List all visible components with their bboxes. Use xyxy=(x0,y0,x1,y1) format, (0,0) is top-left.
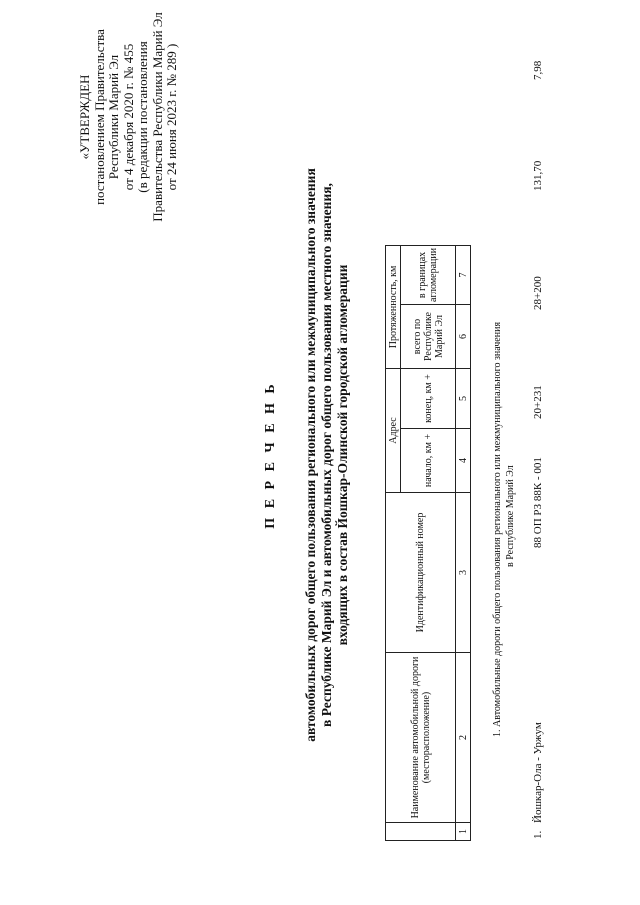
header-road-name: Наименование автомобильной дороги (месторасположение) xyxy=(386,653,456,823)
row-agglomeration: 7,98 xyxy=(532,60,544,80)
header-id-number: Идентификационный номер xyxy=(386,493,456,653)
approval-line: (в редакции постановления xyxy=(135,41,150,193)
col-number: 1 xyxy=(456,823,471,841)
section-heading: 1. Автомобильные дороги общего пользования регионального или межмуниципального значения xyxy=(492,321,503,737)
header-end: конец, км + xyxy=(401,369,456,429)
approval-line: «УТВЕРЖДЕН xyxy=(77,74,92,160)
roads-table xyxy=(385,245,471,841)
header-start: начало, км + xyxy=(401,429,456,493)
row-road-name: Йошкар-Ола - Уржум xyxy=(532,722,544,823)
row-number: 1. xyxy=(532,830,544,839)
approval-line: от 4 декабря 2020 г. № 455 xyxy=(120,43,136,191)
document-title: П Е Р Е Ч Е Н Ь xyxy=(263,381,278,529)
approval-line: от 24 июня 2023 г. № 289 ) xyxy=(164,43,179,191)
approval-line: Правительства Республики Марий Эл xyxy=(149,12,165,222)
approval-stamp xyxy=(78,1,180,233)
header-number xyxy=(386,823,456,841)
col-number: 2 xyxy=(456,653,471,823)
row-id-number: 88 ОП РЗ 88К - 001 xyxy=(532,457,544,548)
row-total: 131,70 xyxy=(532,160,544,191)
approval-line: постановлением Правительства xyxy=(91,29,107,205)
header-total: всего по Республике Марий Эл xyxy=(401,305,456,369)
section-heading-cont: в Республике Марий Эл xyxy=(505,465,516,567)
col-number: 3 xyxy=(456,493,471,653)
document-subtitle xyxy=(303,75,351,835)
col-number: 4 xyxy=(456,429,471,493)
subtitle-line: в Республике Марий Эл и автомобильных дорог общего пользования местного значения, xyxy=(319,183,334,727)
approval-line: Республики Марий Эл xyxy=(106,54,121,180)
header-agglomeration: в границах агломерации xyxy=(401,245,456,304)
subtitle-line: входящих в состав Йошкар-Олинской городской агломерации xyxy=(335,264,350,646)
col-number: 5 xyxy=(456,369,471,429)
row-end: 28+200 xyxy=(532,276,544,310)
header-length: Протяженность, км xyxy=(386,245,401,368)
col-number: 7 xyxy=(456,245,471,304)
header-address: Адрес xyxy=(386,369,401,493)
subtitle-line: автомобильных дорог общего пользования регионального или межмуниципального значения xyxy=(303,168,318,742)
col-number: 6 xyxy=(456,305,471,369)
row-start: 20+231 xyxy=(532,385,544,419)
